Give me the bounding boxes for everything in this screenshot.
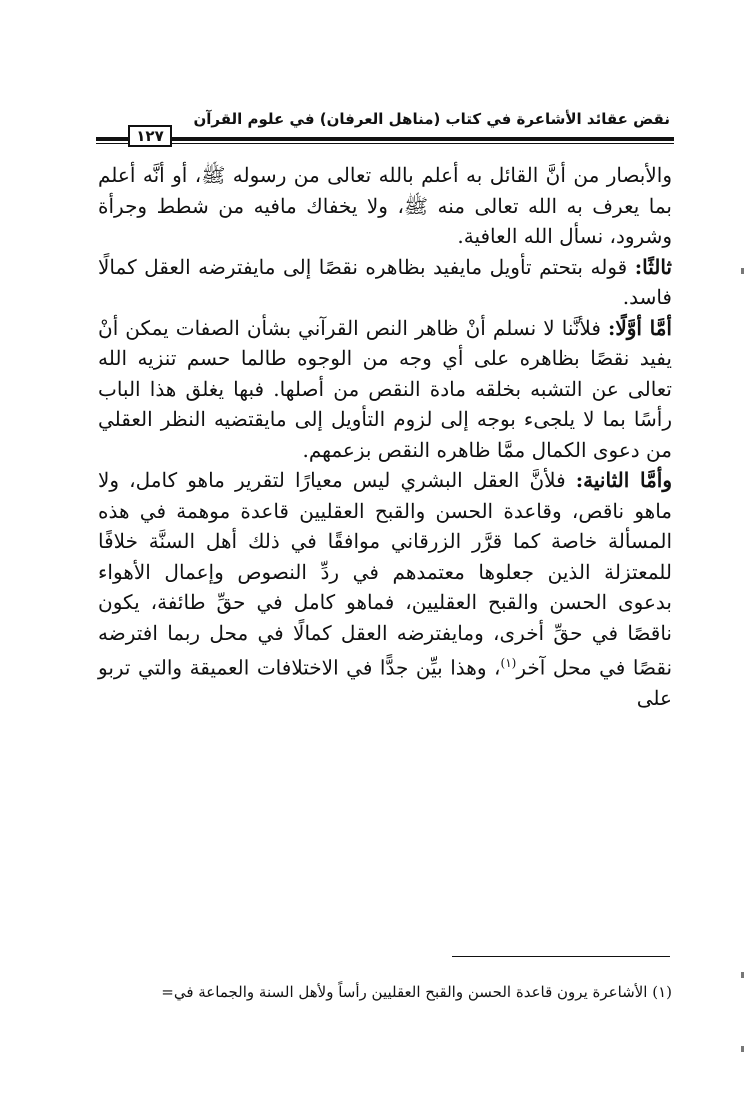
- paragraph-4-text: فلأنَّ العقل البشري ليس معيارًا لتقرير ماهو كامل، ولا ماهو ناقص، وقاعدة الحسن والقبح العقليين قاعدة موهمة في هذه المسألة خاصة كما قرَّر الزرقاني موافقًا في ذلك أهل السنَّة خلافًا للمعتزلة الذين جعلوها معتمدهم في ردِّ النصوص وإعمال الأهواء بدعوى الحسن والقبح العقليين، فماهو كامل في حقِّ طائفة، يكون ناقصًا في حقِّ أخرى، ومايفترضه العقل كمالًا في محل ربما افترضه نقصًا في محل آخر: [98, 468, 673, 680]
- paragraph-4-tail: ، وهذا بيِّن جدًّا في الاختلافات العميقة والتي تربو على: [98, 655, 672, 711]
- edge-mark: [741, 268, 744, 274]
- footnote: (١) الأشاعرة يرون قاعدة الحسن والقبح العقليين رأساً ولأهل السنة والجماعة في=: [161, 983, 672, 1001]
- paragraph-2-text: قوله بتحتم تأويل مايفيد بظاهره نقصًا إلى مايفترضه العقل كمالًا فاسد.: [98, 254, 672, 309]
- paragraph-3-lead: أمَّا أوَّلًا:: [607, 315, 672, 340]
- header-rule-thick: [96, 137, 674, 141]
- paragraph-4: [98, 465, 672, 714]
- page-number: ١٢٧: [128, 125, 172, 147]
- paragraph-2: [98, 252, 672, 313]
- footnote-reference: (١): [500, 656, 517, 670]
- footnote-separator: [452, 956, 670, 957]
- body-text: [98, 160, 672, 714]
- paragraph-3: [98, 313, 672, 466]
- edge-mark: [741, 972, 744, 978]
- running-title: نقض عقائد الأشاعرة في كتاب (مناهل العرفان) في علوم القرآن: [193, 110, 670, 128]
- paragraph-4-lead: وأمَّا الثانية:: [575, 468, 672, 492]
- paragraph-2-lead: ثالثًا:: [634, 254, 672, 279]
- edge-mark: [741, 1046, 744, 1052]
- paragraph-1: والأبصار من أنَّ القائل به أعلم بالله تعالى من رسوله ﷺ، أو أنَّه أعلم بما يعرف به الله تعالى منه ﷺ، ولا يخفاك مافيه من شطط وجرأة وشرود، نسأل الله العافية.: [98, 163, 672, 248]
- header-rule-thin: [96, 143, 674, 144]
- paragraph-3-text: فلأنَّنا لا نسلم أنْ ظاهر النص القرآني بشأن الصفات يمكن أنْ يفيد نقصًا بظاهره على أي وجه من الوجوه طالما حسم تنزيه الله تعالى عن التشبه بخلقه مادة النقص من أصلها. فبها يغلق هذا الباب رأسًا بما لا يلجىء بوجه إلى لزوم التأويل إلى مايقتضيه النظر العقلي من دعوى الكمال ممَّا ظاهره النقص بزعمهم.: [98, 315, 672, 462]
